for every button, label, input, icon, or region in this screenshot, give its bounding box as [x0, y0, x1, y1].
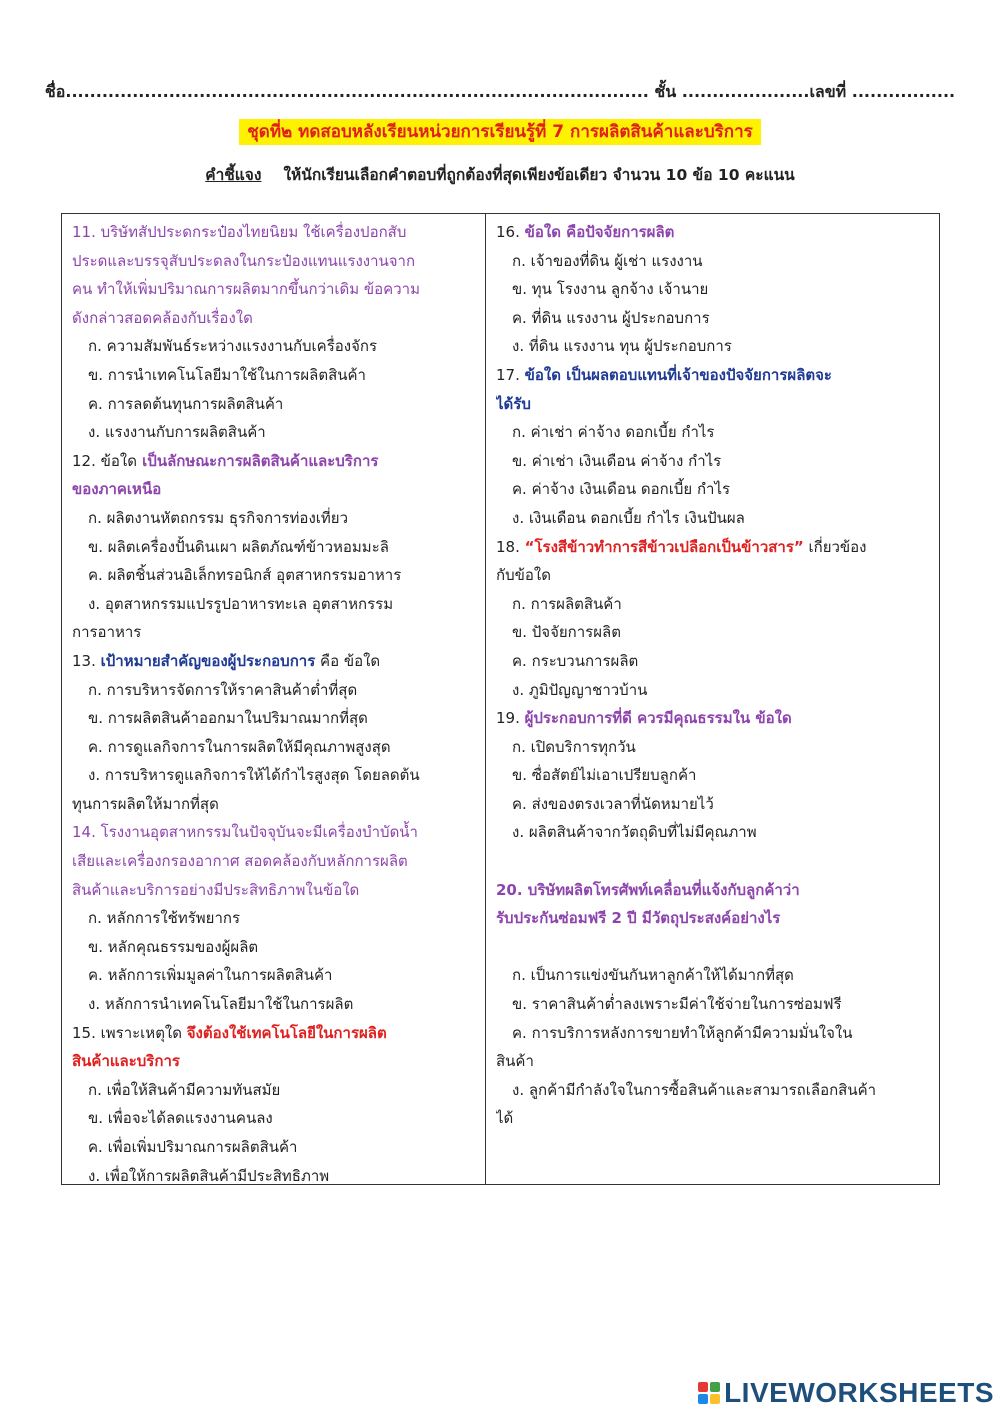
- q17-option-b[interactable]: ข. ค่าเช่า เงินเดือน ค่าจ้าง กำไร: [512, 451, 722, 470]
- q17-option-c[interactable]: ค. ค่าจ้าง เงินเดือน ดอกเบี้ย กำไร: [512, 480, 731, 499]
- q15-option-d[interactable]: ง. เพื่อให้การผลิตสินค้ามีประสิทธิภาพ: [88, 1166, 330, 1185]
- q20-option-d[interactable]: ง. ลูกค้ามีกำลังใจในการซื้อสินค้าและสามารถเลือกสินค้า: [512, 1080, 877, 1099]
- q11-stem-2: ประดและบรรจุสับประดลงในกระป๋องแทนแรงงานจาก: [72, 251, 416, 270]
- q18-option-d[interactable]: ง. ภูมิปัญญาชาวบ้าน: [512, 680, 648, 699]
- q12-option-d[interactable]: ง. อุตสาหกรรมแปรรูปอาหารทะเล อุตสาหกรรม: [88, 594, 394, 613]
- q18-option-a[interactable]: ก. การผลิตสินค้า: [512, 594, 622, 613]
- q12-stem-2: ของภาคเหนือ: [72, 480, 162, 499]
- q11-stem-4: ดังกล่าวสอดคล้องกับเรื่องใด: [72, 308, 253, 327]
- question-19: [496, 704, 931, 847]
- q15-stem-1: 15. เพราะเหตุใด จึงต้องใช้เทคโนโลยีในการผลิต: [72, 1023, 387, 1042]
- question-12: [72, 447, 477, 647]
- liveworksheets-logo-icon: [698, 1382, 720, 1404]
- instruction-text: ให้นักเรียนเลือกคำตอบที่ถูกต้องที่สุดเพียงข้อเดียว จำนวน 10 ข้อ 10 คะแนน: [283, 166, 795, 184]
- right-column: [486, 214, 939, 1184]
- q15-option-b[interactable]: ข. เพื่อจะได้ลดแรงงานคนลง: [88, 1109, 273, 1128]
- logo-square-1: [698, 1382, 708, 1392]
- question-15: [72, 1019, 477, 1191]
- spacer: [496, 933, 931, 962]
- name-line: ชื่อ................................................................................................ ชั้น .....................เลขที่ .................: [44, 82, 956, 101]
- q20-option-a[interactable]: ก. เป็นการแข่งขันกันหาลูกค้าให้ได้มากที่สุด: [512, 966, 794, 985]
- q19-stem: 19. ผู้ประกอบการที่ดี ควรมีคุณธรรมใน ข้อใด: [496, 709, 792, 728]
- q11-option-a[interactable]: ก. ความสัมพันธ์ระหว่างแรงงานกับเครื่องจักร: [88, 337, 378, 356]
- question-18: [496, 533, 931, 705]
- logo-square-3: [698, 1394, 708, 1404]
- q16-option-b[interactable]: ข. ทุน โรงงาน ลูกจ้าง เจ้านาย: [512, 280, 709, 299]
- logo-square-2: [710, 1382, 720, 1392]
- q20-stem-1: 20. บริษัทผลิตโทรศัพท์เคลื่อนที่แจ้งกับลูกค้าว่า: [496, 880, 800, 899]
- q19-option-b[interactable]: ข. ซื่อสัตย์ไม่เอาเปรียบลูกค้า: [512, 766, 697, 785]
- question-20: [496, 876, 931, 1133]
- q13-option-d-cont: ทุนการผลิตให้มากที่สุด: [72, 794, 219, 813]
- q19-option-d[interactable]: ง. ผลิตสินค้าจากวัตถุดิบที่ไม่มีคุณภาพ: [512, 823, 757, 842]
- question-16: [496, 218, 931, 361]
- logo-square-4: [710, 1394, 720, 1404]
- q14-option-a[interactable]: ก. หลักการใช้ทรัพยากร: [88, 909, 241, 928]
- q11-stem-3: คน ทำให้เพิ่มปริมาณการผลิตมากขึ้นกว่าเดิม ข้อความ: [72, 280, 420, 299]
- q18-stem-1: 18. “โรงสีข้าวทำการสีข้าวเปลือกเป็นข้าวสาร” เกี่ยวข้อง: [496, 537, 867, 556]
- q15-stem-2: สินค้าและบริการ: [72, 1052, 180, 1071]
- q11-option-d[interactable]: ง. แรงงานกับการผลิตสินค้า: [88, 423, 266, 442]
- q14-option-d[interactable]: ง. หลักการนำเทคโนโลยีมาใช้ในการผลิต: [88, 995, 354, 1014]
- worksheet-title: ชุดที่๒ ทดสอบหลังเรียนหน่วยการเรียนรู้ที่ 7 การผลิตสินค้าและบริการ: [0, 118, 1000, 145]
- spacer: [496, 847, 931, 876]
- q15-option-c[interactable]: ค. เพื่อเพิ่มปริมาณการผลิตสินค้า: [88, 1138, 298, 1156]
- question-11: [72, 218, 477, 447]
- q20-option-c-cont: สินค้า: [496, 1052, 534, 1071]
- q13-option-c[interactable]: ค. การดูแลกิจการในการผลิตให้มีคุณภาพสูงสุด: [88, 737, 391, 756]
- q18-option-c[interactable]: ค. กระบวนการผลิต: [512, 651, 639, 670]
- q17-option-a[interactable]: ก. ค่าเช่า ค่าจ้าง ดอกเบี้ย กำไร: [512, 423, 715, 442]
- q11-option-c[interactable]: ค. การลดต้นทุนการผลิตสินค้า: [88, 394, 284, 413]
- q16-option-c[interactable]: ค. ที่ดิน แรงงาน ผู้ประกอบการ: [512, 308, 710, 327]
- q17-stem-1: 17. ข้อใด เป็นผลตอบแทนที่เจ้าของปัจจัยการผลิตจะ: [496, 365, 832, 384]
- q11-option-b[interactable]: ข. การนำเทคโนโลยีมาใช้ในการผลิตสินค้า: [88, 365, 366, 384]
- liveworksheets-watermark: [698, 1378, 994, 1408]
- q17-option-d[interactable]: ง. เงินเดือน ดอกเบี้ย กำไร เงินปันผล: [512, 508, 745, 527]
- q13-option-d[interactable]: ง. การบริหารดูแลกิจการให้ได้กำไรสูงสุด โดยลดต้น: [88, 766, 420, 785]
- q14-stem-2: เสียและเครื่องกรองอากาศ สอดคล้องกับหลักการผลิต: [72, 852, 408, 871]
- q16-stem: 16. ข้อใด คือปัจจัยการผลิต: [496, 223, 675, 241]
- q12-stem-1: 12. ข้อใด เป็นลักษณะการผลิตสินค้าและบริการ: [72, 451, 379, 470]
- quiz-table: [61, 213, 940, 1185]
- q20-option-d-cont: ได้: [496, 1109, 514, 1128]
- instruction-label: คำชี้แจง: [205, 166, 262, 184]
- question-14: [72, 818, 477, 1018]
- instruction: [0, 162, 1000, 187]
- q13-stem: 13. เป้าหมายสำคัญของผู้ประกอบการ คือ ข้อใด: [72, 651, 381, 670]
- q19-option-a[interactable]: ก. เปิดบริการทุกวัน: [512, 737, 636, 756]
- q18-option-b[interactable]: ข. ปัจจัยการผลิต: [512, 623, 621, 642]
- q15-option-a[interactable]: ก. เพื่อให้สินค้ามีความทันสมัย: [88, 1080, 281, 1099]
- q20-option-b[interactable]: ข. ราคาสินค้าต่ำลงเพราะมีค่าใช้จ่ายในการซ่อมฟรี: [512, 995, 842, 1014]
- q19-option-c[interactable]: ค. ส่งของตรงเวลาที่นัดหมายไว้: [512, 794, 714, 813]
- q14-stem-1: 14. โรงงานอุตสาหกรรมในปัจจุบันจะมีเครื่องบำบัดน้ำ: [72, 823, 418, 842]
- q20-option-c[interactable]: ค. การบริการหลังการขายทำให้ลูกค้ามีความมั่นใจใน: [512, 1023, 853, 1042]
- q12-option-c[interactable]: ค. ผลิตชิ้นส่วนอิเล็กทรอนิกส์ อุตสาหกรรมอาหาร: [88, 566, 402, 585]
- watermark-text: LIVEWORKSHEETS: [724, 1377, 994, 1408]
- q18-stem-2: กับข้อใด: [496, 566, 551, 585]
- q14-option-c[interactable]: ค. หลักการเพิ่มมูลค่าในการผลิตสินค้า: [88, 966, 333, 985]
- q11-stem-1: 11. บริษัทสัปประดกระป๋องไทยนิยม ใช้เครื่องปอกสับ: [72, 223, 407, 241]
- q12-option-a[interactable]: ก. ผลิตงานหัตถกรรม ธุรกิจการท่องเที่ยว: [88, 508, 348, 527]
- q16-option-d[interactable]: ง. ที่ดิน แรงงาน ทุน ผู้ประกอบการ: [512, 337, 732, 356]
- q12-option-d-cont: การอาหาร: [72, 623, 142, 642]
- q20-stem-2: รับประกันซ่อมฟรี 2 ปี มีวัตถุประสงค์อย่างไร: [496, 909, 781, 928]
- q14-option-b[interactable]: ข. หลักคุณธรรมของผู้ผลิต: [88, 937, 259, 956]
- q17-stem-2: ได้รับ: [496, 394, 531, 413]
- q14-stem-3: สินค้าและบริการอย่างมีประสิทธิภาพในข้อใด: [72, 880, 360, 899]
- q12-option-b[interactable]: ข. ผลิตเครื่องปั้นดินเผา ผลิตภัณฑ์ข้าวหอมมะลิ: [88, 537, 389, 556]
- question-17: [496, 361, 931, 533]
- left-column: [62, 214, 486, 1184]
- question-13: [72, 647, 477, 819]
- q13-option-a[interactable]: ก. การบริหารจัดการให้ราคาสินค้าต่ำที่สุด: [88, 680, 358, 699]
- q13-option-b[interactable]: ข. การผลิตสินค้าออกมาในปริมาณมากที่สุด: [88, 709, 368, 728]
- q16-option-a[interactable]: ก. เจ้าของที่ดิน ผู้เช่า แรงงาน: [512, 251, 703, 270]
